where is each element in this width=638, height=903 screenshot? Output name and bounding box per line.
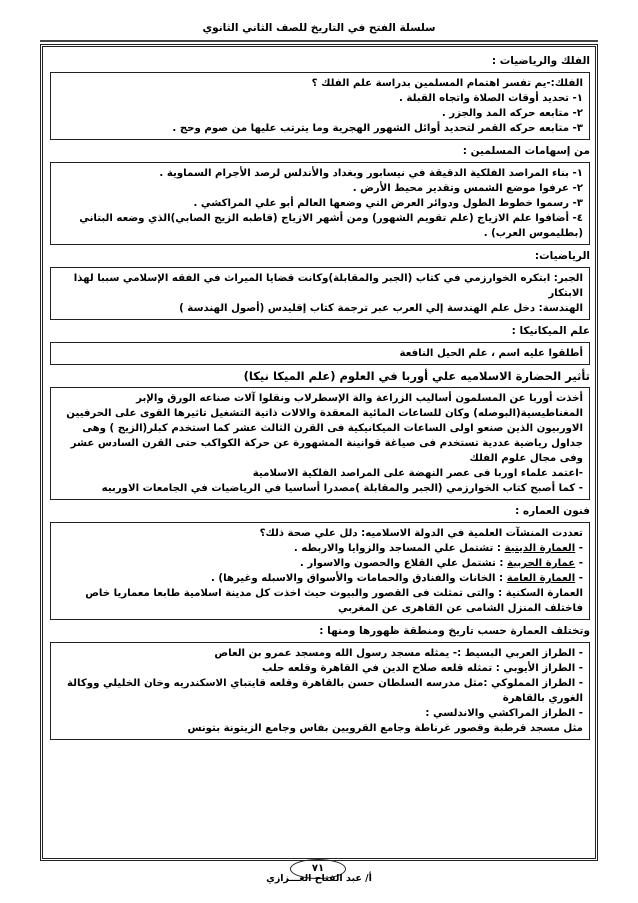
content: [50, 54, 590, 744]
contrib-line: ٢- عرفوا موضع الشمس وتقدير محيط الأرض .: [352, 183, 583, 194]
style-line: - الطراز المراكشي والاندلسي :: [425, 708, 583, 719]
footer: [0, 859, 638, 889]
style-line: مثل مسجد قرطبة وقصور غرناطة وجامع القرويين بفاس وجامع الزيتونة بتونس: [187, 723, 583, 734]
astro-line: الفلك:-يم تفسر اهتمام المسلمين بدراسة علم الفلك ؟: [311, 78, 583, 89]
arts-public: - العمارة العامة : الخانات والفنادق والحمامات والأسواق والاسبله وغيرها) .: [211, 573, 583, 584]
math-line: الهندسة: دخل علم الهندسة إلي العرب عبر ترجمة كتاب إقليدس (أصول الهندسة ): [179, 303, 583, 314]
style-line: - الطراز الأيوبي : تمثله قلعه صلاح الدين في القاهرة وقلعه حلب: [262, 663, 583, 674]
astro-line: ١- تحديد أوقات الصلاة واتجاه القبلة .: [399, 93, 583, 104]
math-box: [50, 267, 590, 320]
arts-residential: العمارة السكنية : والتى تمثلت فى القصور والبيوت حيث اخذت كل مدينة اسلامية طابعا معماريا خاص فاختلف المنزل الشامى عن القاهرى عن المغربي: [85, 588, 583, 614]
religious-text: : تشتمل علي المساجد والزوايا والاربطه .: [293, 543, 501, 554]
arts-intro: تعددت المنشآت العلمية في الدولة الاسلاميه: دلل علي صحة ذلك؟: [259, 528, 583, 539]
author: أ/ عبد الفتاح العـــزازي: [266, 873, 372, 884]
styles-box: [50, 642, 590, 740]
influence-line: أخذت أوربا عن المسلمون أساليب الزراعة والة الإسطرلاب ونقلوا آلات صناعه الورق والإبر المغناطيسية(البوصله) وكان للساعات المائية المعقدة والالات ذاتية التشغيل تاثيرها القوى على الحرفيين الاوربيون الذين صنعو اولى الساعات الميكانيكية فى القرن الثالث عشر كما استخدم كبلر(الزيج ) وهى جداول رياضية عددية تستخدم فى صياغة قوانينة المشهورة عن حركة الكواكب حتى القرن السادس عشر: [66, 393, 583, 449]
influence-heading: تأثير الحضارة الاسلاميه علي أوربا في العلوم (علم الميكا نيكا): [243, 369, 590, 383]
style-line: - الطراز المملوكي :مثل مدرسه السلطان حسن بالقاهرة وقلعه قايتباي الاسكندريه وخان الخليلي ووكالة الغوري بالقاهرة: [66, 678, 583, 704]
influence-line: وفى مجال علوم الفلك: [469, 453, 583, 464]
military-text: : تشتمل علي القلاع والحصون والاسوار .: [299, 558, 504, 569]
influence-line: - كما أصبح كتاب الخوارزمي (الجبر والمقابلة )مصدرا أساسيا في الرياضيات في الجامعات الاوربيه: [101, 483, 583, 494]
math-heading: الرياضيات:: [534, 250, 590, 262]
contrib-line: ٤- أضافوا علم الازياج (علم تقويم الشهور) ومن أشهر الازياج (قاطبه الزيج الصابي)الذي وضعه البتاني (بطليموس العرب) .: [79, 213, 583, 239]
mech-box: [50, 342, 590, 365]
arts-box: [50, 522, 590, 620]
astro-line: ٣- متابعه حركه القمر لتحديد أوائل الشهور الهجرية وما يترتب عليها من صوم وحج .: [172, 123, 583, 134]
astro-line: ٢- متابعه حركه المد والجزر .: [441, 108, 583, 119]
astro-heading: الفلك والرياضيات :: [491, 55, 590, 67]
arts-heading: فنون العماره :: [515, 505, 590, 517]
public-label: العمارة العامة: [506, 573, 576, 584]
contrib-line: ١- بناء المراصد الفلكية الدقيقة في نيسابور وبغداد والأندلس لرصد الأجرام السماوية .: [159, 168, 583, 179]
contrib-heading: من إسهامات المسلمين :: [462, 145, 590, 157]
style-line: - الطراز العربي البسيط :- يمثله مسجد رسول الله ومسجد عمرو بن العاص: [214, 648, 583, 659]
contrib-line: ٣- رسموا خطوط الطول ودوائر العرض التي وضعها العالم أبو علي المراكشي .: [193, 198, 583, 209]
series-header: سلسلة الفتح في التاريخ للصف الثاني الثانوي: [40, 14, 598, 42]
page-number: ٧١: [290, 859, 346, 879]
mech-heading: علم الميكانيكا :: [511, 325, 590, 337]
math-line: الجبر: ابتكره الخوارزمي في كتاب (الجبر والمقابلة)وكانت قضايا الميراث في الفقه الإسلامي سببا لهذا الابتكار: [73, 273, 583, 299]
public-text: : الخانات والفنادق والحمامات والأسواق والاسبله وغيرها) .: [211, 573, 504, 584]
arts-religious: - العمارة الدينية : تشتمل علي المساجد والزوايا والاربطه .: [293, 543, 583, 554]
styles-heading: وتختلف العمارة حسب تاريخ ومنطقة ظهورها ومنها :: [319, 625, 590, 637]
religious-label: العمارة الدينية: [504, 543, 576, 554]
mech-line: أطلقوا عليه اسم ، علم الحيل النافعة: [399, 348, 583, 359]
astro-box: [50, 72, 590, 140]
arts-military: - عمارة الحربية : تشتمل علي القلاع والحصون والاسوار .: [299, 558, 583, 569]
influence-box: [50, 387, 590, 500]
contrib-box: [50, 162, 590, 245]
influence-line: -اعتمد علماء اوربا فى عصر النهضة على المراصد الفلكية الاسلامية: [252, 468, 583, 479]
military-label: عمارة الحربية: [507, 558, 576, 569]
